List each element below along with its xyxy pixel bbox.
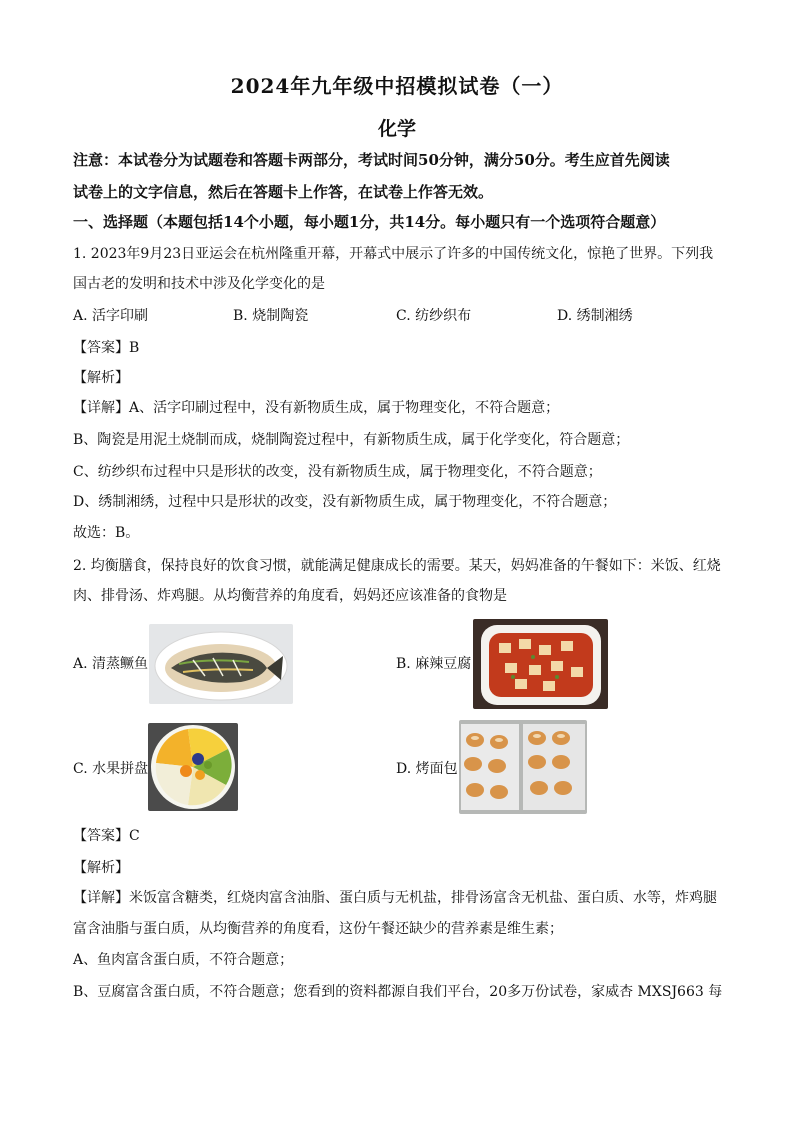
q2-option-b: B. 麻辣豆腐 xyxy=(396,656,472,672)
q1-option-c: C. 纺纱织布 xyxy=(396,308,472,324)
q2-option-a: A. 清蒸鳜鱼 xyxy=(73,656,149,672)
notice-line-2: 试卷上的文字信息，然后在答题卡上作答，在试卷上作答无效。 xyxy=(73,183,494,201)
q1-detail-line: 【详解】A、活字印刷过程中，没有新物质生成，属于物理变化，不符合题意； xyxy=(73,400,560,416)
q1-answer: 【答案】B xyxy=(73,340,140,356)
q2-option-d: D. 烤面包 xyxy=(396,761,458,777)
q1-detail-line: B、陶瓷是用泥土烧制而成，烧制陶瓷过程中，有新物质生成，属于化学变化，符合题意； xyxy=(73,432,630,448)
q2-detail-line: A、鱼肉富含蛋白质，不符合题意； xyxy=(73,952,294,968)
q1-analysis-label: 【解析】 xyxy=(73,370,129,386)
q2-detail-line: 富含油脂与蛋白质，从均衡营养的角度看，这份午餐还缺少的营养素是维生素； xyxy=(73,921,563,937)
section-heading: 一、选择题（本题包括14个小题，每小题1分，共14分。每小题只有一个选项符合题意） xyxy=(73,213,666,231)
q1-stem-line-1: 1. 2023年9月23日亚运会在杭州隆重开幕，开幕式中展示了许多的中国传统文化，惊艳了世界。下列我 xyxy=(73,246,714,262)
q1-detail-line: C、纺纱织布过程中只是形状的改变，没有新物质生成，属于物理变化，不符合题意； xyxy=(73,464,602,480)
notice-line-1: 注意：本试卷分为试题卷和答题卡两部分，考试时间50分钟，满分50分。考生应首先阅读 xyxy=(73,151,670,169)
q1-detail-line: 故选：B。 xyxy=(73,525,140,541)
q1-detail-line: D、绣制湘绣，过程中只是形状的改变，没有新物质生成，属于物理变化，不符合题意； xyxy=(73,494,617,510)
q2-detail-line: B、豆腐富含蛋白质，不符合题意；您看到的资料都源自我们平台，20多万份试卷，家威杏 MXSJ663 每 xyxy=(73,984,723,1000)
subject-title: 化学 xyxy=(377,118,416,140)
q1-option-d: D. 绣制湘绣 xyxy=(557,308,633,324)
q2-answer: 【答案】C xyxy=(73,828,140,844)
exam-title: 2024年九年级中招模拟试卷（一） xyxy=(230,74,564,98)
q2-analysis-label: 【解析】 xyxy=(73,860,129,876)
mapo-tofu-image xyxy=(473,619,608,709)
q2-stem-line-1: 2. 均衡膳食，保持良好的饮食习惯，就能满足健康成长的需要。某天，妈妈准备的午餐如下：米饭、红烧 xyxy=(73,558,721,574)
q2-detail-line: 【详解】米饭富含糖类，红烧肉富含油脂、蛋白质与无机盐，排骨汤富含无机盐、蛋白质、水等，炸鸡腿 xyxy=(73,890,717,906)
q1-option-a: A. 活字印刷 xyxy=(73,308,149,324)
q2-option-c: C. 水果拼盘 xyxy=(73,761,149,777)
q1-stem-line-2: 国古老的发明和技术中涉及化学变化的是 xyxy=(73,276,325,292)
q1-option-b: B. 烧制陶瓷 xyxy=(233,308,309,324)
fruit-platter-image xyxy=(148,723,238,811)
steamed-fish-image xyxy=(149,624,293,704)
baked-bread-image xyxy=(459,720,587,814)
q2-stem-line-2: 肉、排骨汤、炸鸡腿。从均衡营养的角度看，妈妈还应该准备的食物是 xyxy=(73,588,507,604)
